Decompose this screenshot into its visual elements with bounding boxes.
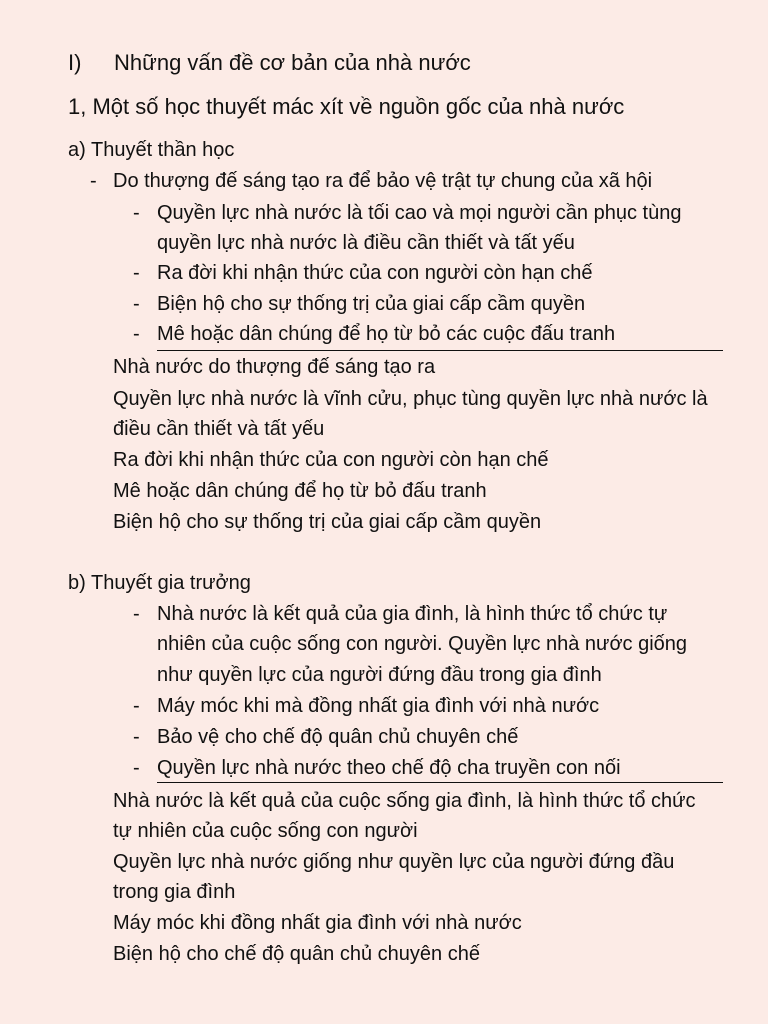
section-b-summary-line: Máy móc khi đồng nhất gia đình với nhà nước [113,912,522,934]
heading-1 [68,49,471,77]
section-b-sub-bullet-cont: nhiên của cuộc sống con người. Quyền lực nhà nước giống [157,633,688,655]
section-a-summary-line: điều cần thiết và tất yếu [113,418,325,440]
section-a-summary-line: Mê hoặc dân chúng để họ từ bỏ đấu tranh [113,480,487,502]
section-b-summary-line: Nhà nước là kết quả của cuộc sống gia đình, là hình thức tổ chức [113,790,696,812]
section-b-dash-4: - [133,757,140,779]
heading-1-number: I) [68,50,82,75]
section-b-dash-1: - [133,603,140,625]
section-a-summary-line: Nhà nước do thượng đế sáng tạo ra [113,356,436,378]
heading-2: 1, Một số học thuyết mác xít về nguồn gốc của nhà nước [68,94,625,119]
section-a-summary-line: Biện hộ cho sự thống trị của giai cấp cầm quyền [113,511,542,533]
section-b-summary-line: tự nhiên của cuộc sống con người [113,820,418,842]
section-a-dash-3: - [133,293,140,315]
section-b-summary-line: trong gia đình [113,881,236,903]
section-a-sub-bullet-cont: quyền lực nhà nước là điều cần thiết và tất yếu [157,232,575,254]
section-b-sub-bullet: Bảo vệ cho chế độ quân chủ chuyên chế [157,726,519,748]
section-a-title: a) Thuyết thần học [68,139,235,161]
section-b-sub-bullet: Quyền lực nhà nước theo chế độ cha truyền con nối [157,757,621,779]
section-b-sub-bullet-cont: như quyền lực của người đứng đầu trong gia đình [157,664,602,686]
section-b-divider [157,782,723,783]
section-b-summary-line: Quyền lực nhà nước giống như quyền lực của người đứng đầu [113,851,675,873]
section-a-sub-bullet: Mê hoặc dân chúng để họ từ bỏ các cuộc đấu tranh [157,323,616,345]
section-a-dash-2: - [133,262,140,284]
section-a-sub-bullet: Ra đời khi nhận thức của con người còn hạn chế [157,262,593,284]
section-a-main-bullet: Do thượng đế sáng tạo ra để bảo vệ trật tự chung của xã hội [113,170,653,192]
section-a-dash-4: - [133,323,140,345]
section-a-main-dash: - [90,170,97,192]
section-b-summary-line: Biện hộ cho chế độ quân chủ chuyên chế [113,943,480,965]
section-b-sub-bullet: Nhà nước là kết quả của gia đình, là hình thức tổ chức tự [157,603,668,625]
section-a-summary-line: Ra đời khi nhận thức của con người còn hạn chế [113,449,549,471]
section-a-summary-line: Quyền lực nhà nước là vĩnh cửu, phục tùng quyền lực nhà nước là [113,388,708,410]
section-b-sub-bullet: Máy móc khi mà đồng nhất gia đình với nhà nước [157,695,600,717]
section-b-dash-2: - [133,695,140,717]
section-b-title: b) Thuyết gia trưởng [68,572,251,594]
heading-1-text: Những vấn đề cơ bản của nhà nước [114,50,471,75]
section-a-sub-bullet: Quyền lực nhà nước là tối cao và mọi người cần phục tùng [157,202,682,224]
section-a-divider [157,350,723,351]
section-b-dash-3: - [133,726,140,748]
section-a-dash-1: - [133,202,140,224]
section-a-sub-bullet: Biện hộ cho sự thống trị của giai cấp cầm quyền [157,293,586,315]
